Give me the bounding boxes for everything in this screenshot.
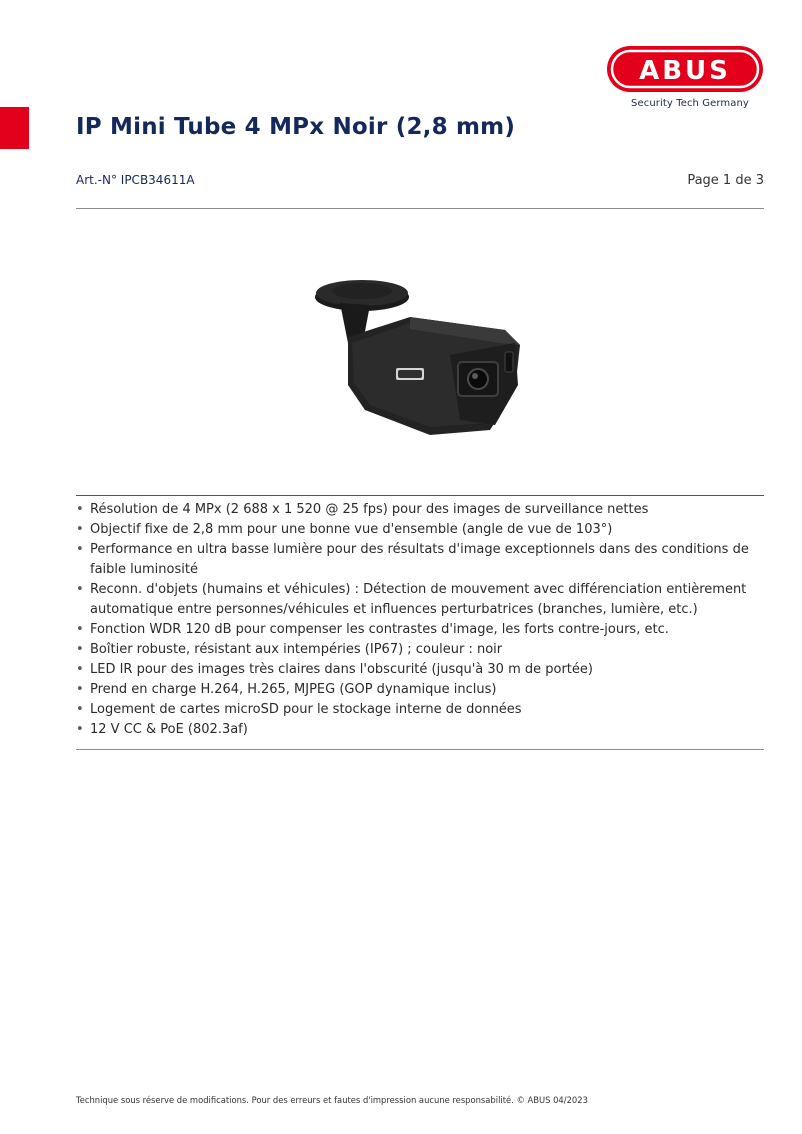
feature-item: [76, 520, 764, 540]
feature-text: Objectif fixe de 2,8 mm pour une bonne vue d'ensemble (angle de vue de 103°): [90, 522, 613, 537]
logo-wordmark: ABUS: [639, 56, 731, 86]
feature-text: Logement de cartes microSD pour le stockage interne de données: [90, 702, 522, 717]
feature-item: [76, 620, 764, 640]
feature-item: [76, 540, 764, 580]
bullet-icon: •: [76, 722, 84, 737]
feature-item: [76, 640, 764, 660]
bullet-icon: •: [76, 682, 84, 697]
bullet-camera-image: [300, 225, 545, 475]
feature-list: [76, 500, 764, 740]
product-title: IP Mini Tube 4 MPx Noir (2,8 mm): [76, 114, 516, 140]
feature-text: 12 V CC & PoE (802.3af): [90, 722, 248, 737]
footer-disclaimer: Technique sous réserve de modifications. Pour des erreurs et fautes d'impression aucune responsabilité. © ABUS 04/2023: [76, 1095, 588, 1105]
bullet-icon: •: [76, 542, 84, 557]
article-number: Art.-N° IPCB34611A: [76, 173, 195, 187]
divider-features-top: [76, 495, 764, 496]
bullet-icon: •: [76, 642, 84, 657]
feature-item: [76, 580, 764, 620]
divider-top: [76, 208, 764, 209]
red-page-marker: [0, 107, 29, 149]
feature-text: Prend en charge H.264, H.265, MJPEG (GOP dynamique inclus): [90, 682, 497, 697]
feature-text: Boîtier robuste, résistant aux intempéries (IP67) ; couleur : noir: [90, 642, 503, 657]
bullet-icon: •: [76, 522, 84, 537]
bullet-icon: •: [76, 622, 84, 637]
page-indicator: Page 1 de 3: [687, 173, 764, 188]
feature-text: Performance en ultra basse lumière pour des résultats d'image exceptionnels dans des conditions de faible luminosité: [90, 542, 749, 577]
bullet-icon: •: [76, 502, 84, 517]
bullet-icon: •: [76, 582, 84, 597]
feature-text: Reconn. d'objets (humains et véhicules) : Détection de mouvement avec différenciation entièrement automatique entre personnes/véhicules et influences perturbatrices (branches, lumière, etc.): [90, 582, 747, 617]
logo-tagline: Security Tech Germany: [631, 98, 749, 109]
feature-item: [76, 720, 764, 740]
feature-item: [76, 680, 764, 700]
bullet-icon: •: [76, 702, 84, 717]
feature-item: [76, 500, 764, 520]
feature-item: [76, 700, 764, 720]
feature-text: Résolution de 4 MPx (2 688 x 1 520 @ 25 fps) pour des images de surveillance nettes: [90, 502, 649, 517]
feature-text: LED IR pour des images très claires dans l'obscurité (jusqu'à 30 m de portée): [90, 662, 593, 677]
divider-features-bottom: [76, 749, 764, 750]
feature-text: Fonction WDR 120 dB pour compenser les contrastes d'image, les forts contre-jours, etc.: [90, 622, 669, 637]
feature-item: [76, 660, 764, 680]
bullet-icon: •: [76, 662, 84, 677]
